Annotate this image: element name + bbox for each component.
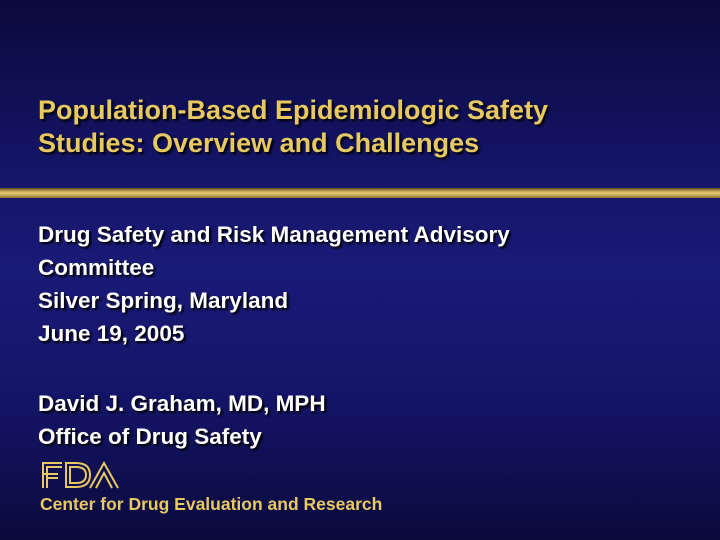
meeting-line-2: Committee [38, 255, 155, 280]
slide-title [38, 94, 698, 160]
title-line-2: Studies: Overview and Challenges [38, 128, 480, 158]
meeting-date: June 19, 2005 [38, 321, 185, 346]
meeting-line-1: Drug Safety and Risk Management Advisory [38, 222, 510, 247]
presenter-name: David J. Graham, MD, MPH [38, 391, 326, 416]
title-divider [0, 188, 720, 198]
presenter-info [38, 387, 698, 453]
fda-logo-icon [40, 460, 120, 490]
meeting-info [38, 218, 698, 350]
meeting-location: Silver Spring, Maryland [38, 288, 289, 313]
presenter-office: Office of Drug Safety [38, 424, 262, 449]
title-line-1: Population-Based Epidemiologic Safety [38, 95, 549, 125]
organization-name: Center for Drug Evaluation and Research [40, 494, 383, 514]
